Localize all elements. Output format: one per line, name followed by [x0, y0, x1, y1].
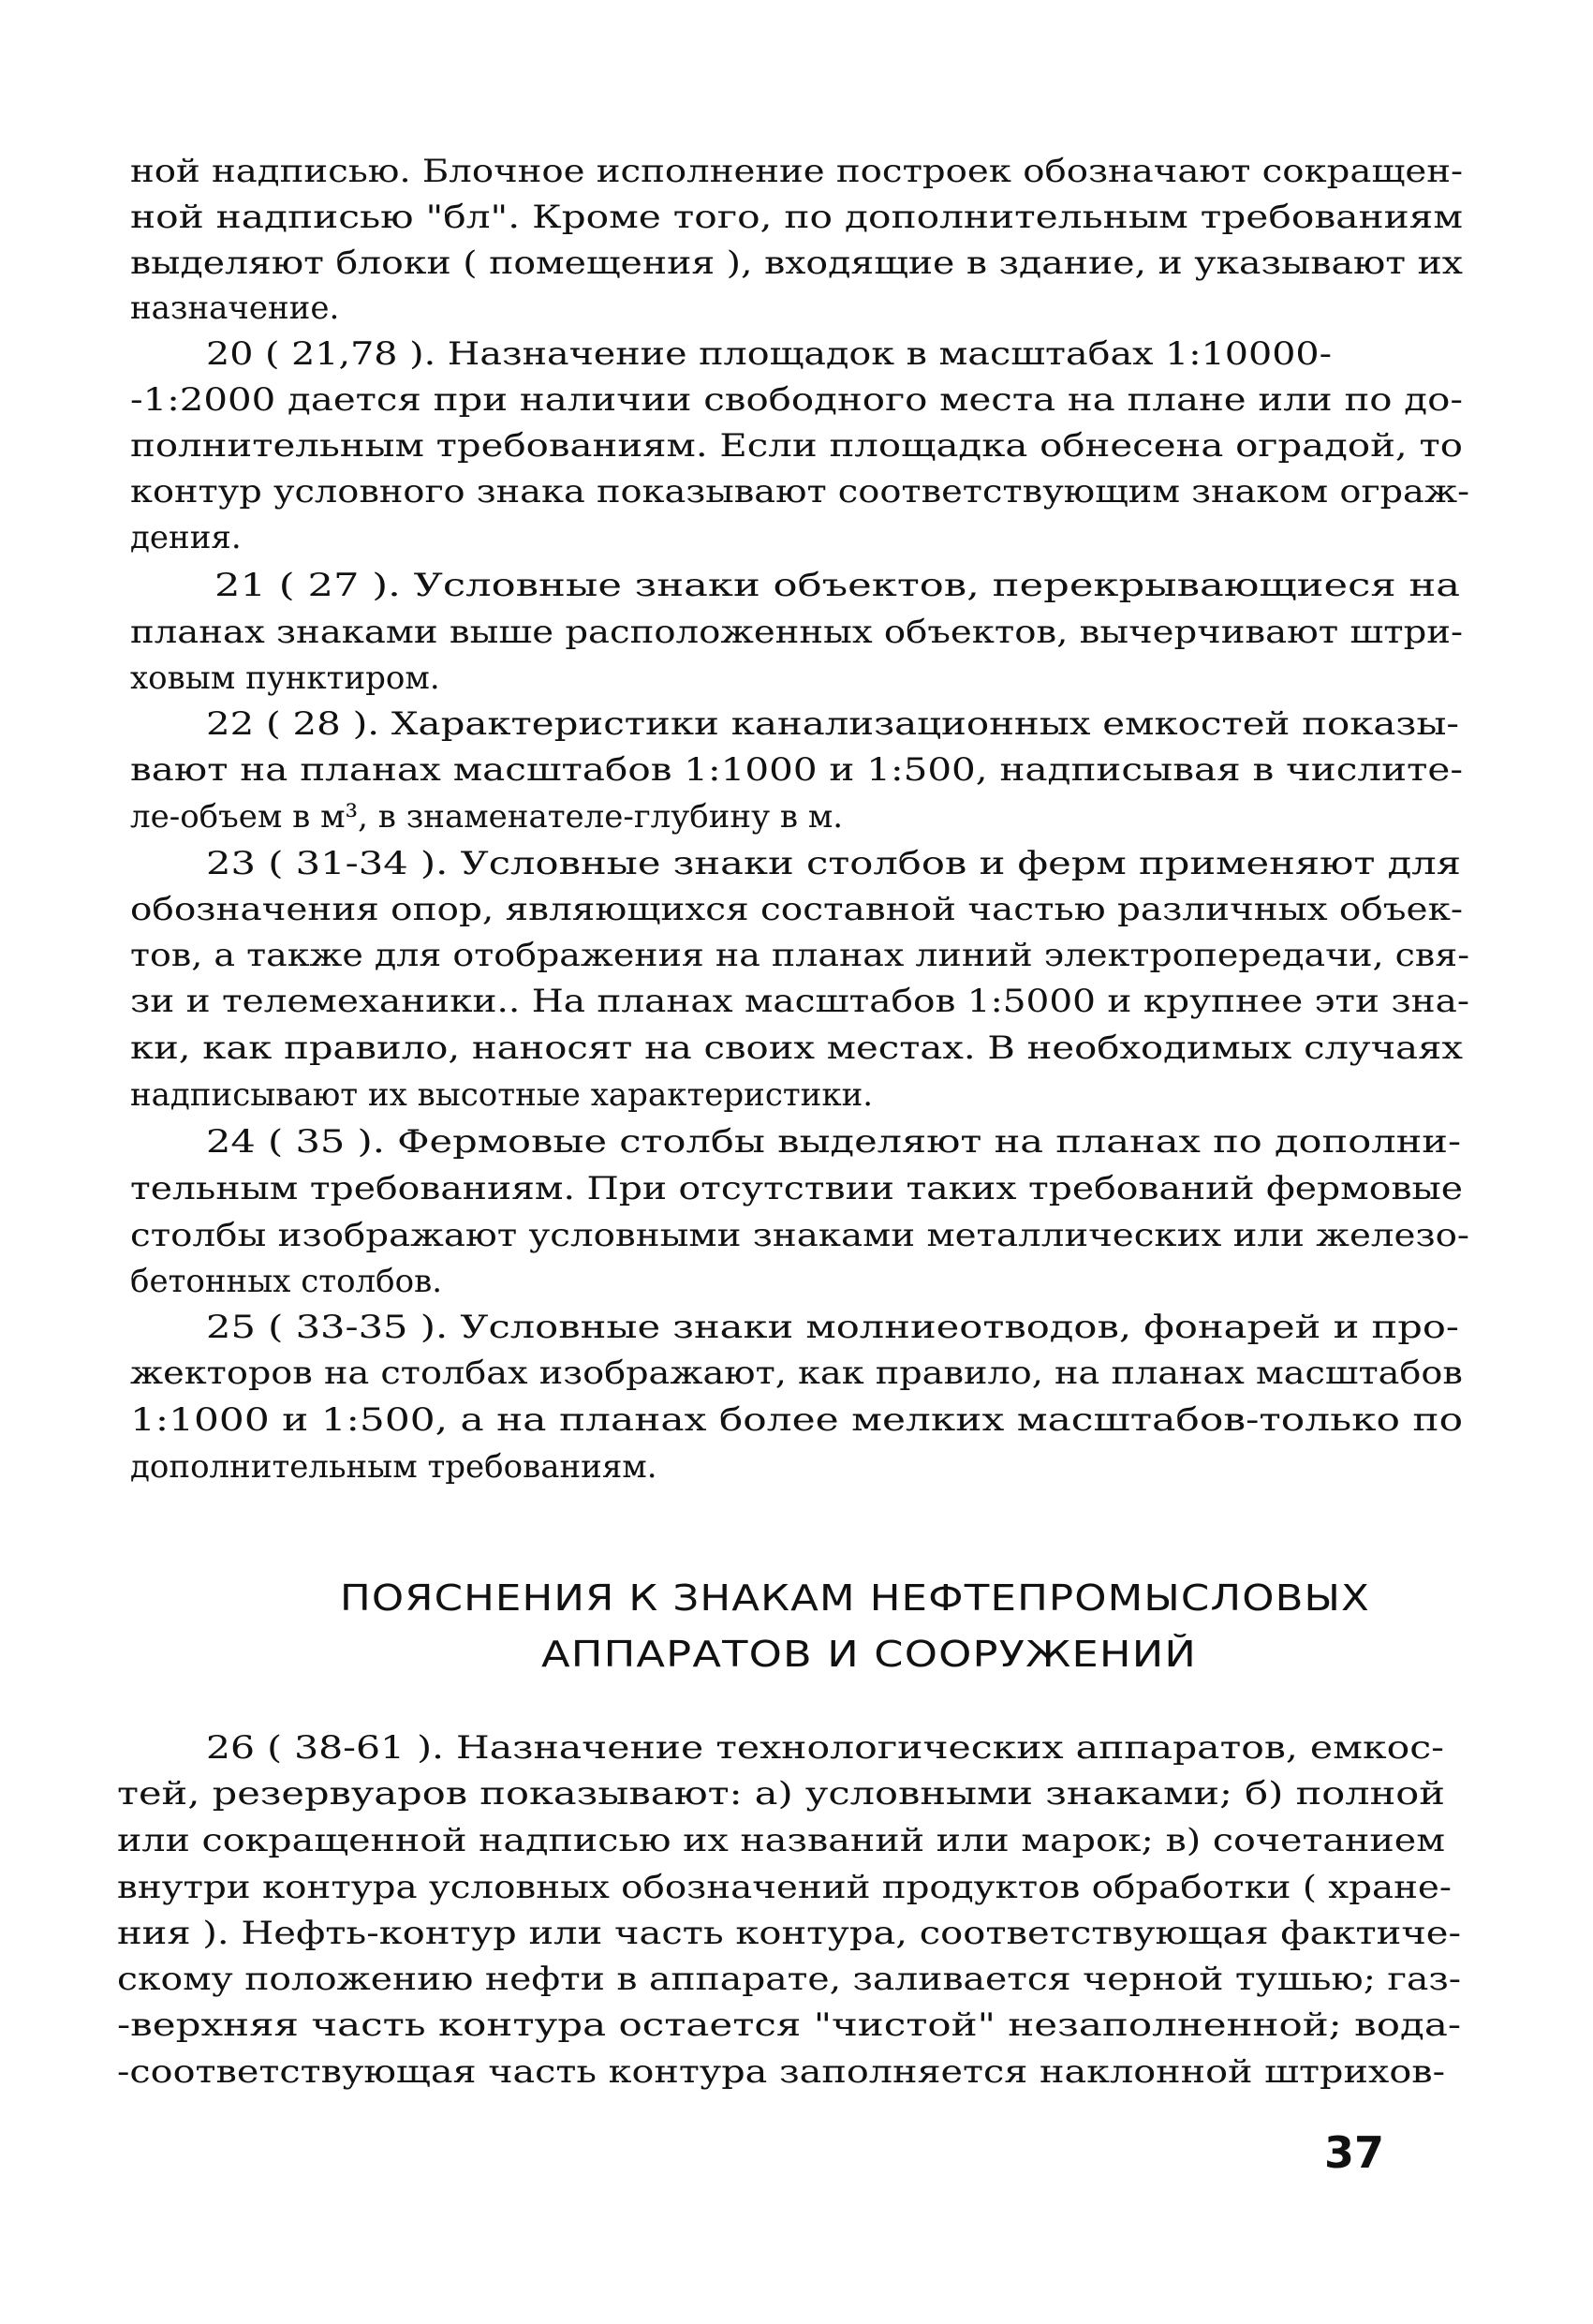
text-line: выделяют блоки ( помещения ), входящие в здание, и указывают их [130, 244, 1463, 282]
text-line: тов, а также для отображения на планах линий электропередачи, свя- [130, 937, 1470, 974]
text-line: внутри контура условных обозначений продуктов обработки ( хране- [117, 1869, 1452, 1906]
text-line: 22 ( 28 ). Характеристики канализационных емкостей показы- [206, 705, 1460, 743]
text-line: 26 ( 38-61 ). Назначение технологических аппаратов, емкос- [206, 1729, 1444, 1767]
text-line: ховым пунктиром. [130, 659, 440, 697]
text-line: тей, резервуаров показывают: а) условными знаками; б) полной [117, 1775, 1445, 1813]
text-line: -соответствующая часть контура заполняется наклонной штрихов- [117, 2053, 1446, 2091]
text-line: обозначения опор, являющихся составной частью различных объек- [130, 891, 1464, 928]
text-line: 21 ( 27 ). Условные знаки объектов, перекрывающиеся на [214, 567, 1461, 604]
text-line: 1:1000 и 1:500, а на планах более мелких масштабов-только по [130, 1401, 1464, 1439]
text-line: дополнительным требованиям. [130, 1448, 657, 1486]
text-line: 20 ( 21,78 ). Назначение площадок в масштабах 1:10000- [206, 335, 1333, 373]
text-line: или сокращенной надписью их названий или марок; в) сочетанием [117, 1822, 1446, 1859]
page-number: 37 [1324, 2127, 1385, 2178]
text-line: 24 ( 35 ). Фермовые столбы выделяют на планах по дополни- [206, 1123, 1462, 1161]
text-line: ки, как правило, наносят на своих местах. В необходимых случаях [130, 1029, 1464, 1067]
text-line: вают на планах масштабов 1:1000 и 1:500, надписывая в числите- [130, 751, 1464, 789]
text-line: 23 ( 31-34 ). Условные знаки столбов и ферм применяют для [206, 845, 1462, 882]
section-heading-line-2: АППАРАТОВ И СООРУЖЕНИЙ [541, 1634, 1197, 1675]
text-line: планах знаками выше расположенных объектов, вычерчивают штри- [130, 614, 1464, 651]
text-line: зи и телемеханики.. На планах масштабов 1:5000 и крупнее эти зна- [130, 983, 1470, 1020]
text-line: надписывают их высотные характеристики. [130, 1076, 874, 1114]
text-line: ле-объем в м³, в знаменателе-глубину в м. [130, 798, 844, 836]
text-line: тельным требованиям. При отсутствии таких требований фермовые [130, 1170, 1463, 1207]
text-line: полнительным требованиям. Если площадка обнесена оградой, то [130, 427, 1463, 465]
text-line: столбы изображают условными знаками металлических или железо- [130, 1217, 1470, 1254]
text-line: жекторов на столбах изображают, как правило, на планах масштабов [130, 1354, 1463, 1392]
text-line: ной надписью. Блочное исполнение построек обозначают сокращен- [130, 153, 1464, 190]
text-line: -1:2000 дается при наличии свободного места на плане или по до- [130, 381, 1463, 419]
section-heading-line-1: ПОЯСНЕНИЯ К ЗНАКАМ НЕФТЕПРОМЫСЛОВЫХ [340, 1577, 1371, 1619]
text-line: -верхняя часть контура остается "чистой" незаполненной; вода- [117, 2006, 1462, 2044]
text-line: ния ). Нефть-контур или часть контура, соответствующая фактиче- [117, 1915, 1462, 1952]
text-line: 25 ( 33-35 ). Условные знаки молниеотводов, фонарей и про- [206, 1309, 1459, 1346]
text-line: бетонных столбов. [130, 1263, 443, 1300]
text-line: дения. [130, 519, 242, 556]
text-line: назначение. [130, 289, 340, 327]
text-line: ной надписью "бл". Кроме того, по дополнительным требованиям [130, 199, 1463, 236]
text-line: контур условного знака показывают соответствующим знаком ограж- [130, 473, 1470, 511]
text-line: скому положению нефти в аппарате, заливается черной тушью; газ- [117, 1961, 1462, 1998]
